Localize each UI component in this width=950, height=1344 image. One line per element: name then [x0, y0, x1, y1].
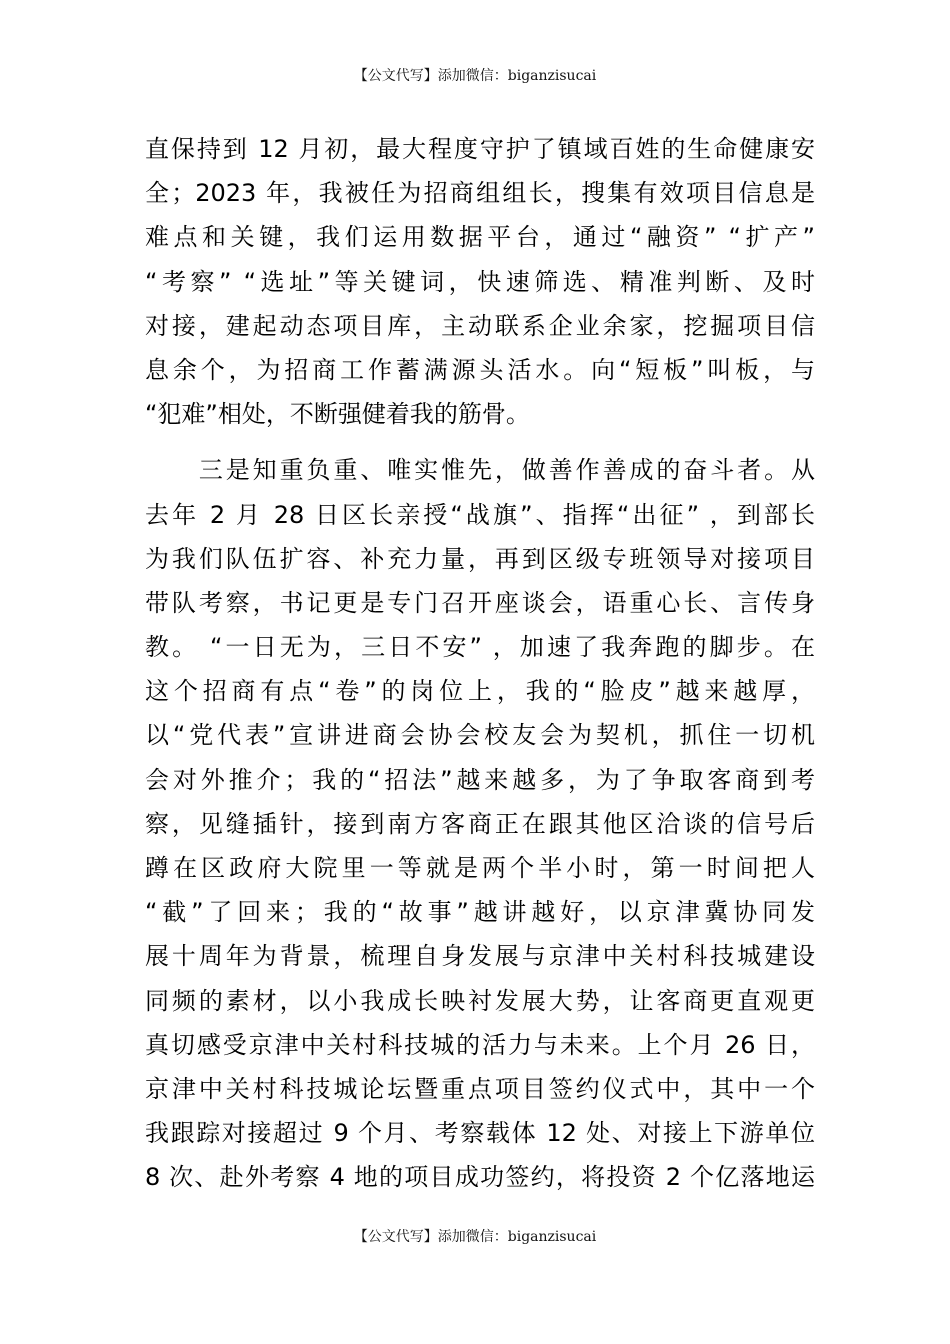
text-line: 三是知重负重、唯实惟先，做善作善成的奋斗者。从 — [145, 456, 815, 485]
text-line: 带队考察，书记更是专门召开座谈会，语重心长、言传身 — [145, 588, 815, 617]
text-line: 难点和关键，我们运用数据平台，通过“融资” “扩产” — [145, 223, 815, 252]
paragraph-spacing — [145, 436, 815, 448]
text-line: 我跟踪对接超过 9 个月、考察载体 12 处、对接上下游单位 — [145, 1119, 815, 1148]
text-line: 全；2023 年，我被任为招商组组长，搜集有效项目信息是 — [145, 179, 815, 208]
text-line: 京津中关村科技城论坛暨重点项目签约仪式中，其中一个 — [145, 1074, 815, 1103]
text-line: 去年 2 月 28 日区长亲授“战旗”、指挥“出征” ，到部长 — [145, 500, 815, 529]
text-line: 教。 “一日无为，三日不安” ，加速了我奔跑的脚步。在 — [145, 633, 815, 662]
document-body — [145, 127, 815, 1200]
text-line: 真切感受京津中关村科技城的活力与未来。上个月 26 日， — [145, 1030, 815, 1059]
page-header: 【公文代写】添加微信：biganzisucai — [353, 68, 597, 84]
text-line: 息余个，为招商工作蓄满源头活水。向“短板”叫板，与 — [145, 355, 815, 384]
text-line: 对接，建起动态项目库，主动联系企业余家，挖掘项目信 — [145, 311, 815, 340]
text-line: 会对外推介；我的“招法”越来越多，为了争取客商到考 — [145, 765, 815, 794]
text-line: 为我们队伍扩容、补充力量，再到区级专班领导对接项目 — [145, 544, 815, 573]
page-footer: 【公文代写】添加微信：biganzisucai — [353, 1229, 597, 1245]
text-line: 察，见缝插针，接到南方客商正在跟其他区洽谈的信号后 — [145, 809, 815, 838]
text-line: 以“党代表”宣讲进商会协会校友会为契机，抓住一切机 — [145, 721, 815, 750]
text-line: 直保持到 12 月初，最大程度守护了镇域百姓的生命健康安 — [145, 135, 815, 163]
text-line: “犯难”相处，不断强健着我的筋骨。 — [145, 400, 530, 429]
text-line: “考察” “选址”等关键词，快速筛选、精准判断、及时 — [145, 267, 815, 296]
paragraph-1 — [145, 127, 815, 436]
text-line: 同频的素材，以小我成长映衬发展大势，让客商更直观更 — [145, 986, 815, 1015]
text-line: 这个招商有点“卷”的岗位上，我的“脸皮”越来越厚， — [145, 677, 815, 706]
text-line: 8 次、赴外考察 4 地的项目成功签约，将投资 2 个亿落地运 — [145, 1163, 815, 1192]
text-line: 展十周年为背景，梳理自身发展与京津中关村科技城建设 — [145, 942, 815, 971]
text-line: 蹲在区政府大院里一等就是两个半小时，第一时间把人 — [145, 854, 815, 882]
text-line: “截”了回来；我的“故事”越讲越好，以京津冀协同发 — [145, 898, 815, 927]
paragraph-2 — [145, 448, 815, 1199]
